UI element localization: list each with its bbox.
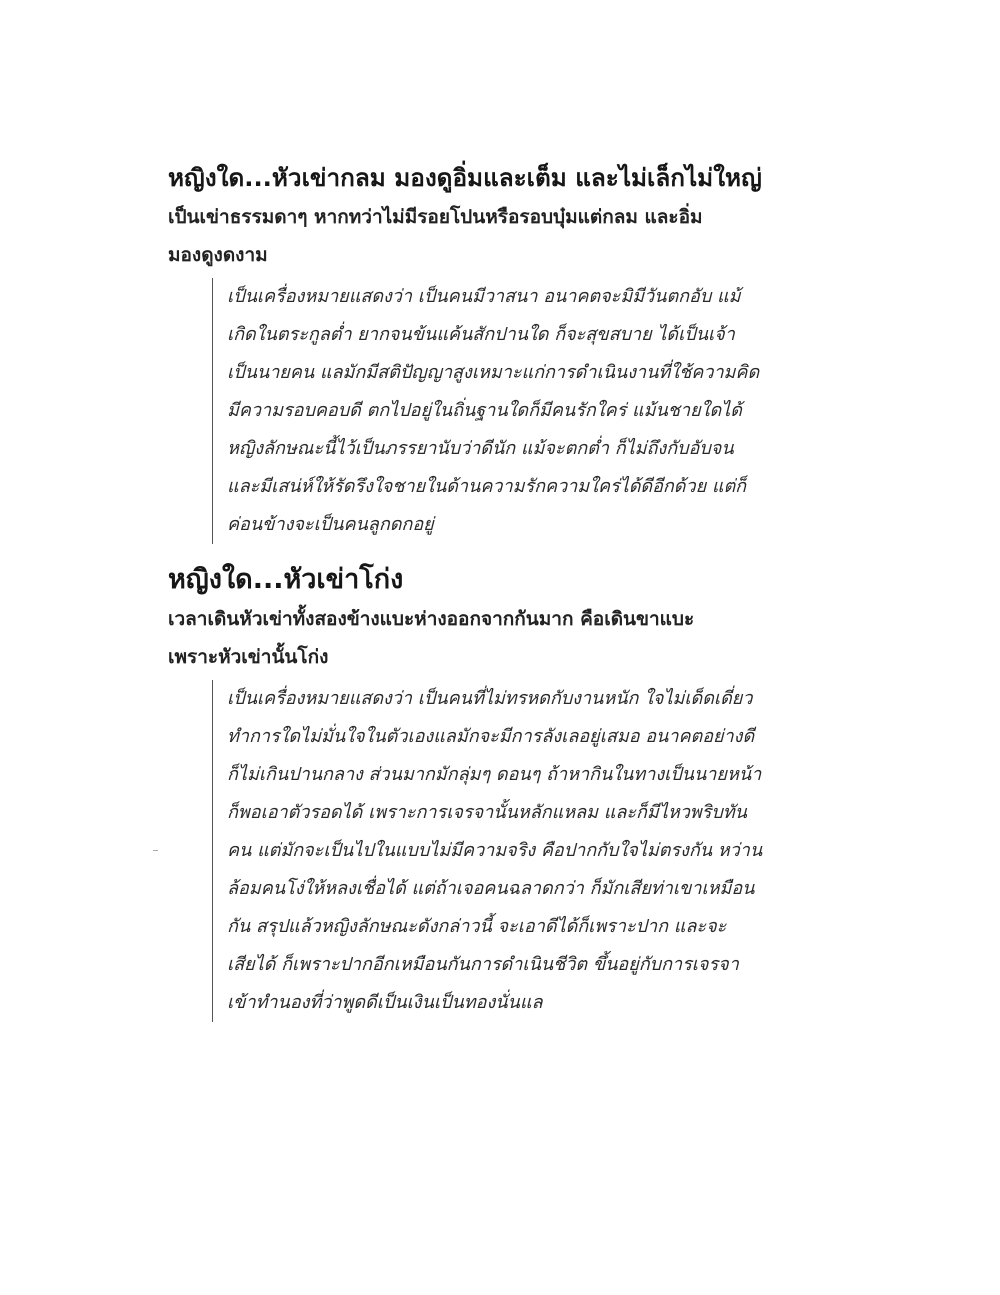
section-lead — [168, 600, 768, 676]
quote-line: ก็พอเอาตัวรอดได้ เพราะการเจรจานั้นหลักแหลม และก็มีไหวพริบทัน — [227, 802, 747, 823]
quote-line: หญิงลักษณะนี้ไว้เป็นภรรยานับว่าดีนัก แม้จะตกต่ำ ก็ไม่ถึงกับอับจน — [227, 438, 734, 459]
quote-line: เสียได้ ก็เพราะปากอีกเหมือนกันการดำเนินชีวิต ขึ้นอยู่กับการเจรจา — [227, 954, 739, 975]
quote-line: ก็ไม่เกินปานกลาง ส่วนมากมักลุ่มๆ ดอนๆ ถ้าหากินในทางเป็นนายหน้า — [227, 764, 762, 785]
quote-line: เข้าทำนองที่ว่าพูดดีเป็นเงินเป็นทองนั่นแล — [227, 992, 543, 1013]
lead-line: เพราะหัวเข่านั้นโก่ง — [168, 646, 329, 668]
scan-speck — [153, 850, 158, 851]
quote-line: ล้อมคนโง่ให้หลงเชื่อได้ แต่ถ้าเจอคนฉลาดกว่า ก็มักเสียท่าเขาเหมือน — [227, 878, 755, 899]
section-heading: หญิงใด...หัวเข่ากลม มองดูอิ่มและเต็ม และไม่เล็กไม่ใหญ่ — [168, 163, 762, 192]
section-quote — [212, 278, 768, 544]
lead-line: มองดูงดงาม — [168, 244, 268, 266]
quote-line: ทำการใดไม่มั่นใจในตัวเองแลมักจะมีการลังเลอยู่เสมอ อนาคตอย่างดี — [227, 726, 755, 747]
lead-line: เป็นเข่าธรรมดาๆ หากทว่าไม่มีรอยโปนหรือรอบบุ๋มแต่กลม และอิ่ม — [168, 206, 703, 228]
section-round-knees — [168, 158, 768, 544]
section-bowed-knees — [168, 560, 768, 1022]
lead-line: เวลาเดินหัวเข่าทั้งสองข้างแบะห่างออกจากกันมาก คือเดินขาแบะ — [168, 608, 695, 630]
quote-line: เป็นเครื่องหมายแสดงว่า เป็นคนมีวาสนา อนาคตจะมิมีวันตกอับ แม้ — [227, 286, 741, 307]
quote-line: ค่อนข้างจะเป็นคนลูกดกอยู่ — [227, 514, 434, 535]
quote-line: เกิดในตระกูลต่ำ ยากจนข้นแค้นสักปานใด ก็จะสุขสบาย ได้เป็นเจ้า — [227, 324, 735, 345]
quote-line: เป็นเครื่องหมายแสดงว่า เป็นคนที่ไม่ทรหดกับงานหนัก ใจไม่เด็ดเดี่ยว — [227, 688, 753, 709]
section-lead — [168, 198, 768, 274]
quote-line: มีความรอบคอบดี ตกไปอยู่ในถิ่นฐานใดก็มีคนรักใคร่ แม้นชายใดได้ — [227, 400, 742, 421]
section-quote — [212, 680, 768, 1022]
quote-line: เป็นนายคน แลมักมีสติปัญญาสูงเหมาะแก่การดำเนินงานที่ใช้ความคิด — [227, 362, 760, 383]
quote-line: และมีเสน่ห์ให้รัดรึงใจชายในด้านความรักความใคร่ได้ดีอีกด้วย แต่ก็ — [227, 476, 747, 497]
quote-line: คน แต่มักจะเป็นไปในแบบไม่มีความจริง คือปากกับใจไม่ตรงกัน หว่าน — [227, 840, 763, 861]
quote-line: กัน สรุปแล้วหญิงลักษณะดังกล่าวนี้ จะเอาดีได้ก็เพราะปาก และจะ — [227, 916, 727, 937]
section-heading: หญิงใด...หัวเข่าโก่ง — [168, 564, 404, 595]
